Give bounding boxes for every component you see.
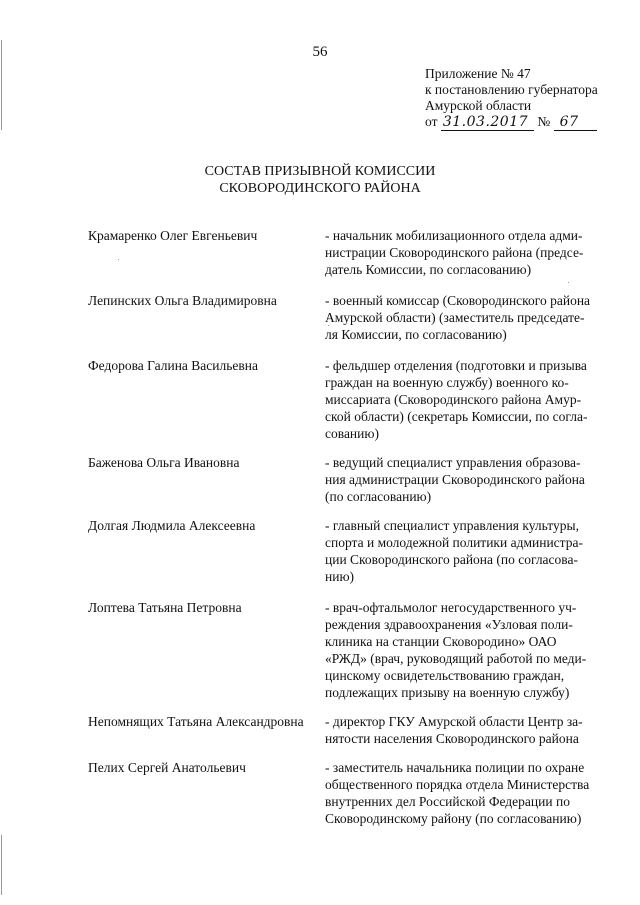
appendix-date-handwritten: 31.03.2017 — [441, 115, 534, 131]
member-role: - ведущий специалист управления образова- ния администрации Сковородинского района (по согласованию) — [325, 455, 585, 504]
scan-edge-mark — [1, 40, 2, 130]
appendix-number: Приложение № 47 — [425, 66, 531, 81]
member-role: - директор ГКУ Амурской области Центр за- нятости населения Сковородинского района — [325, 714, 583, 746]
member-name: Долгая Людмила Алексеевна — [88, 518, 256, 533]
member-name: Крамаренко Олег Евгеньевич — [88, 228, 258, 243]
member-name: Баженова Ольга Ивановна — [88, 455, 240, 470]
member-name: Федорова Галина Васильевна — [88, 358, 258, 373]
member-role: - заместитель начальника полиции по охране общественного порядка отдела Министерства внутренних дел Российской Федерации по Сковородинскому району (по согласованию) — [325, 760, 590, 826]
appendix-number-handwritten: 67 — [554, 115, 597, 131]
appendix-header — [425, 66, 635, 131]
title-line-1: СОСТАВ ПРИЗЫВНОЙ КОМИССИИ — [204, 164, 436, 179]
scan-speck — [568, 282, 569, 283]
member-role: - главный специалист управления культуры, спорта и молодежной политики администра- ции Сковородинского района (по согласова- нию) — [325, 518, 583, 584]
member-role: - врач-офтальмолог негосударственного уч- реждения здравоохранения «Узловая поли- клиника на станции Сковородино» ОАО «РЖД» (врач, руководящий работой по меди- цинскому освидетельствованию граждан, подлежащих призыву на военную службу) — [325, 600, 587, 700]
member-role: - фельдшер отделения (подготовки и призыва граждан на военную службу) военного ко- миссариата (Сковородинского района Амур- ской области) (секретарь Комиссии, по согла- сованию) — [325, 358, 588, 441]
title-line-2: СКОВОРОДИНСКОГО РАЙОНА — [219, 181, 421, 196]
scan-speck — [118, 259, 119, 260]
scan-edge-mark — [1, 835, 2, 895]
member-name: Пелих Сергей Анатольевич — [88, 760, 246, 775]
member-role: - военный комиссар (Сковородинского района Амурской области) (заместитель председате- ля Комиссии, по согласованию) — [325, 293, 591, 342]
appendix-from-label: от — [425, 114, 438, 129]
page-number: 56 — [312, 44, 328, 60]
appendix-date-row — [425, 114, 635, 131]
member-name: Непомнящих Татьяна Александровна — [88, 714, 304, 729]
document-title — [0, 163, 640, 197]
member-name: Лоптева Татьяна Петровна — [88, 600, 242, 615]
member-role: - начальник мобилизационного отдела адми- нистрации Сковородинского района (предсе- датель Комиссии, по согласованию) — [325, 228, 584, 277]
appendix-region: Амурской области — [425, 98, 532, 113]
appendix-reference: к постановлению губернатора — [425, 82, 598, 97]
appendix-number-label: № — [537, 114, 551, 129]
scan-speck — [328, 325, 329, 326]
member-name: Лепинских Ольга Владимировна — [88, 293, 277, 308]
